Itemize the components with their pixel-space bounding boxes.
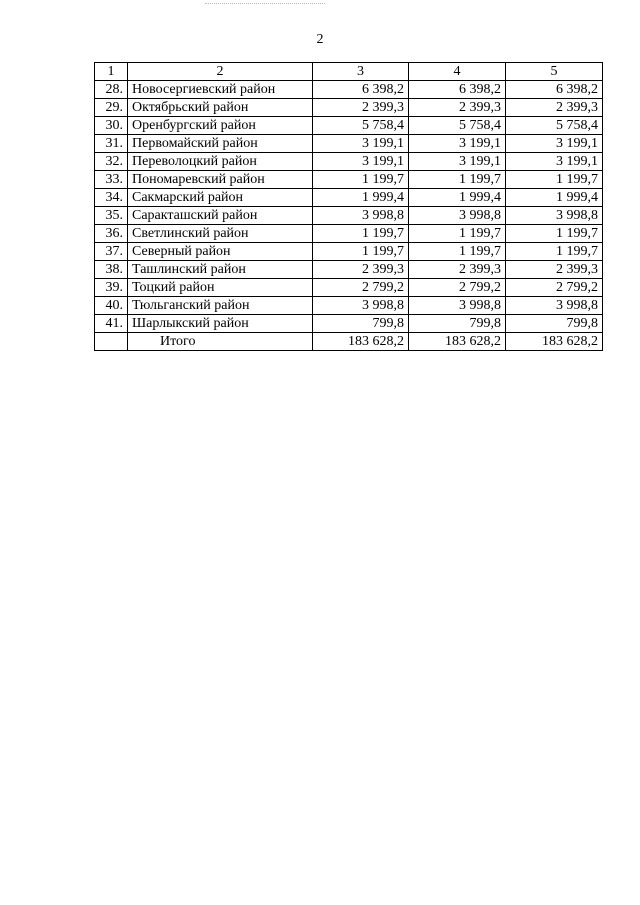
total-col-5: 183 628,2	[506, 333, 603, 351]
table-row	[95, 261, 603, 279]
value-col-5: 1 199,7	[506, 243, 603, 261]
total-number-cell	[95, 333, 128, 351]
district-name: Северный район	[128, 243, 313, 261]
row-number: 33.	[95, 171, 128, 189]
value-col-3: 6 398,2	[313, 81, 409, 99]
row-number: 30.	[95, 117, 128, 135]
value-col-4: 1 199,7	[409, 243, 506, 261]
value-col-5: 1 199,7	[506, 171, 603, 189]
table-row	[95, 81, 603, 99]
value-col-5: 3 199,1	[506, 153, 603, 171]
value-col-3: 1 199,7	[313, 243, 409, 261]
row-number: 39.	[95, 279, 128, 297]
row-number: 32.	[95, 153, 128, 171]
district-name: Первомайский район	[128, 135, 313, 153]
value-col-3: 3 199,1	[313, 153, 409, 171]
district-name: Саракташский район	[128, 207, 313, 225]
table-row	[95, 315, 603, 333]
value-col-4: 1 999,4	[409, 189, 506, 207]
table-body	[95, 63, 603, 351]
total-row	[95, 333, 603, 351]
district-name: Оренбургский район	[128, 117, 313, 135]
value-col-5: 2 399,3	[506, 261, 603, 279]
value-col-5: 2 799,2	[506, 279, 603, 297]
value-col-4: 1 199,7	[409, 171, 506, 189]
row-number: 36.	[95, 225, 128, 243]
row-number: 38.	[95, 261, 128, 279]
row-number: 35.	[95, 207, 128, 225]
table-row	[95, 225, 603, 243]
value-col-5: 3 998,8	[506, 207, 603, 225]
value-col-5: 1 199,7	[506, 225, 603, 243]
value-col-4: 3 199,1	[409, 135, 506, 153]
table-row	[95, 279, 603, 297]
value-col-4: 1 199,7	[409, 225, 506, 243]
header-cell-3: 3	[313, 63, 409, 81]
value-col-4: 3 199,1	[409, 153, 506, 171]
value-col-4: 3 998,8	[409, 207, 506, 225]
value-col-3: 1 999,4	[313, 189, 409, 207]
value-col-3: 2 399,3	[313, 261, 409, 279]
table-row	[95, 99, 603, 117]
value-col-5: 1 999,4	[506, 189, 603, 207]
table-row	[95, 243, 603, 261]
district-name: Переволоцкий район	[128, 153, 313, 171]
district-name: Шарлыкский район	[128, 315, 313, 333]
value-col-4: 2 399,3	[409, 99, 506, 117]
value-col-5: 6 398,2	[506, 81, 603, 99]
value-col-3: 3 998,8	[313, 207, 409, 225]
value-col-4: 2 399,3	[409, 261, 506, 279]
total-col-4: 183 628,2	[409, 333, 506, 351]
row-number: 40.	[95, 297, 128, 315]
district-name: Сакмарский район	[128, 189, 313, 207]
header-cell-5: 5	[506, 63, 603, 81]
total-col-3: 183 628,2	[313, 333, 409, 351]
value-col-3: 1 199,7	[313, 225, 409, 243]
district-name: Пономаревский район	[128, 171, 313, 189]
value-col-3: 5 758,4	[313, 117, 409, 135]
value-col-4: 3 998,8	[409, 297, 506, 315]
value-col-3: 2 799,2	[313, 279, 409, 297]
row-number: 31.	[95, 135, 128, 153]
district-name: Октябрьский район	[128, 99, 313, 117]
value-col-4: 799,8	[409, 315, 506, 333]
header-cell-4: 4	[409, 63, 506, 81]
value-col-5: 3 998,8	[506, 297, 603, 315]
table-row	[95, 171, 603, 189]
district-name: Ташлинский район	[128, 261, 313, 279]
district-name: Светлинский район	[128, 225, 313, 243]
district-table	[94, 62, 603, 351]
table-row	[95, 153, 603, 171]
value-col-3: 2 399,3	[313, 99, 409, 117]
row-number: 34.	[95, 189, 128, 207]
table-row	[95, 189, 603, 207]
value-col-5: 3 199,1	[506, 135, 603, 153]
table-header-row	[95, 63, 603, 81]
header-cell-1: 1	[95, 63, 128, 81]
district-name: Тюльганский район	[128, 297, 313, 315]
value-col-3: 799,8	[313, 315, 409, 333]
table-row	[95, 207, 603, 225]
value-col-5: 799,8	[506, 315, 603, 333]
scan-artifact-line	[205, 3, 325, 4]
value-col-3: 3 998,8	[313, 297, 409, 315]
row-number: 28.	[95, 81, 128, 99]
table-row	[95, 135, 603, 153]
district-name: Тоцкий район	[128, 279, 313, 297]
value-col-5: 5 758,4	[506, 117, 603, 135]
value-col-5: 2 399,3	[506, 99, 603, 117]
district-name: Новосергиевский район	[128, 81, 313, 99]
row-number: 29.	[95, 99, 128, 117]
row-number: 37.	[95, 243, 128, 261]
table-row	[95, 297, 603, 315]
value-col-4: 2 799,2	[409, 279, 506, 297]
total-label: Итого	[128, 333, 313, 351]
value-col-3: 1 199,7	[313, 171, 409, 189]
table-row	[95, 117, 603, 135]
header-cell-2: 2	[128, 63, 313, 81]
value-col-3: 3 199,1	[313, 135, 409, 153]
row-number: 41.	[95, 315, 128, 333]
value-col-4: 6 398,2	[409, 81, 506, 99]
value-col-4: 5 758,4	[409, 117, 506, 135]
page-number: 2	[316, 32, 324, 47]
